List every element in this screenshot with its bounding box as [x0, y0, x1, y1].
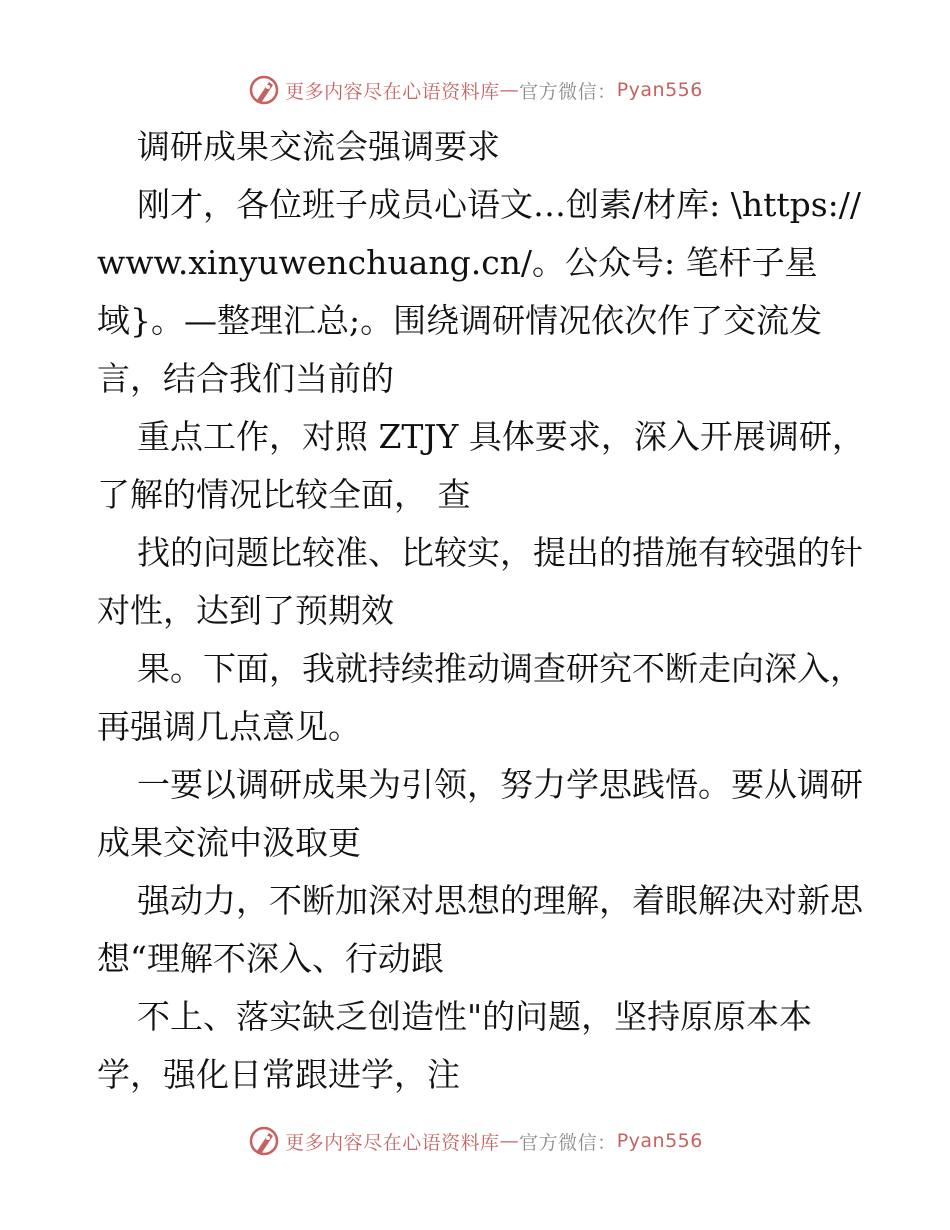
pen-nib-circle-icon — [247, 1124, 281, 1158]
pen-nib-circle-icon — [247, 73, 281, 107]
paragraph-6: 强动力，不断加深对思想的理解，着眼解决对新思想“理解不深入、行动跟 — [97, 881, 863, 978]
watermark-label: 官方微信： — [519, 80, 617, 103]
watermark-header — [0, 70, 950, 110]
paragraph-5: 一要以调研成果为引领，努力学思践悟。要从调研成果交流中汲取更 — [97, 765, 863, 862]
paragraph-7: 不上、落实缺乏创造性"的问题，坚持原原本本学，强化日常跟进学，注 — [97, 997, 813, 1094]
paragraph-2: 重点工作，对照 ZTJY 具体要求，深入开展调研，了解的情况比较全面， 查 — [97, 417, 865, 514]
watermark-dash: — — [499, 1130, 520, 1152]
paragraph-1: 刚才，各位班子成员心语文…创素/材库: \https://www.xinyuwenchuang.cn/。公众号: 笔杆子星域}。—整理汇总;。围绕调研情况依次作了交流发言，结合我们当前的 — [97, 185, 862, 398]
paragraph-4: 果。下面，我就持续推动调查研究不断走向深入，再强调几点意见。 — [97, 649, 863, 746]
document-body — [97, 118, 867, 1104]
paragraph-3: 找的问题比较准、比较实，提出的措施有较强的针对性，达到了预期效 — [97, 533, 863, 630]
watermark-wechat-id: Pyan556 — [616, 79, 703, 101]
document-title: 调研成果交流会强调要求 — [137, 127, 500, 166]
watermark-dash: — — [499, 79, 520, 101]
watermark-brand-text: 更多内容尽在心语资料库 — [285, 1131, 500, 1154]
watermark-label: 官方微信： — [519, 1131, 617, 1154]
watermark-wechat-id: Pyan556 — [616, 1130, 703, 1152]
watermark-brand-text: 更多内容尽在心语资料库 — [285, 80, 500, 103]
watermark-footer — [0, 1121, 950, 1161]
